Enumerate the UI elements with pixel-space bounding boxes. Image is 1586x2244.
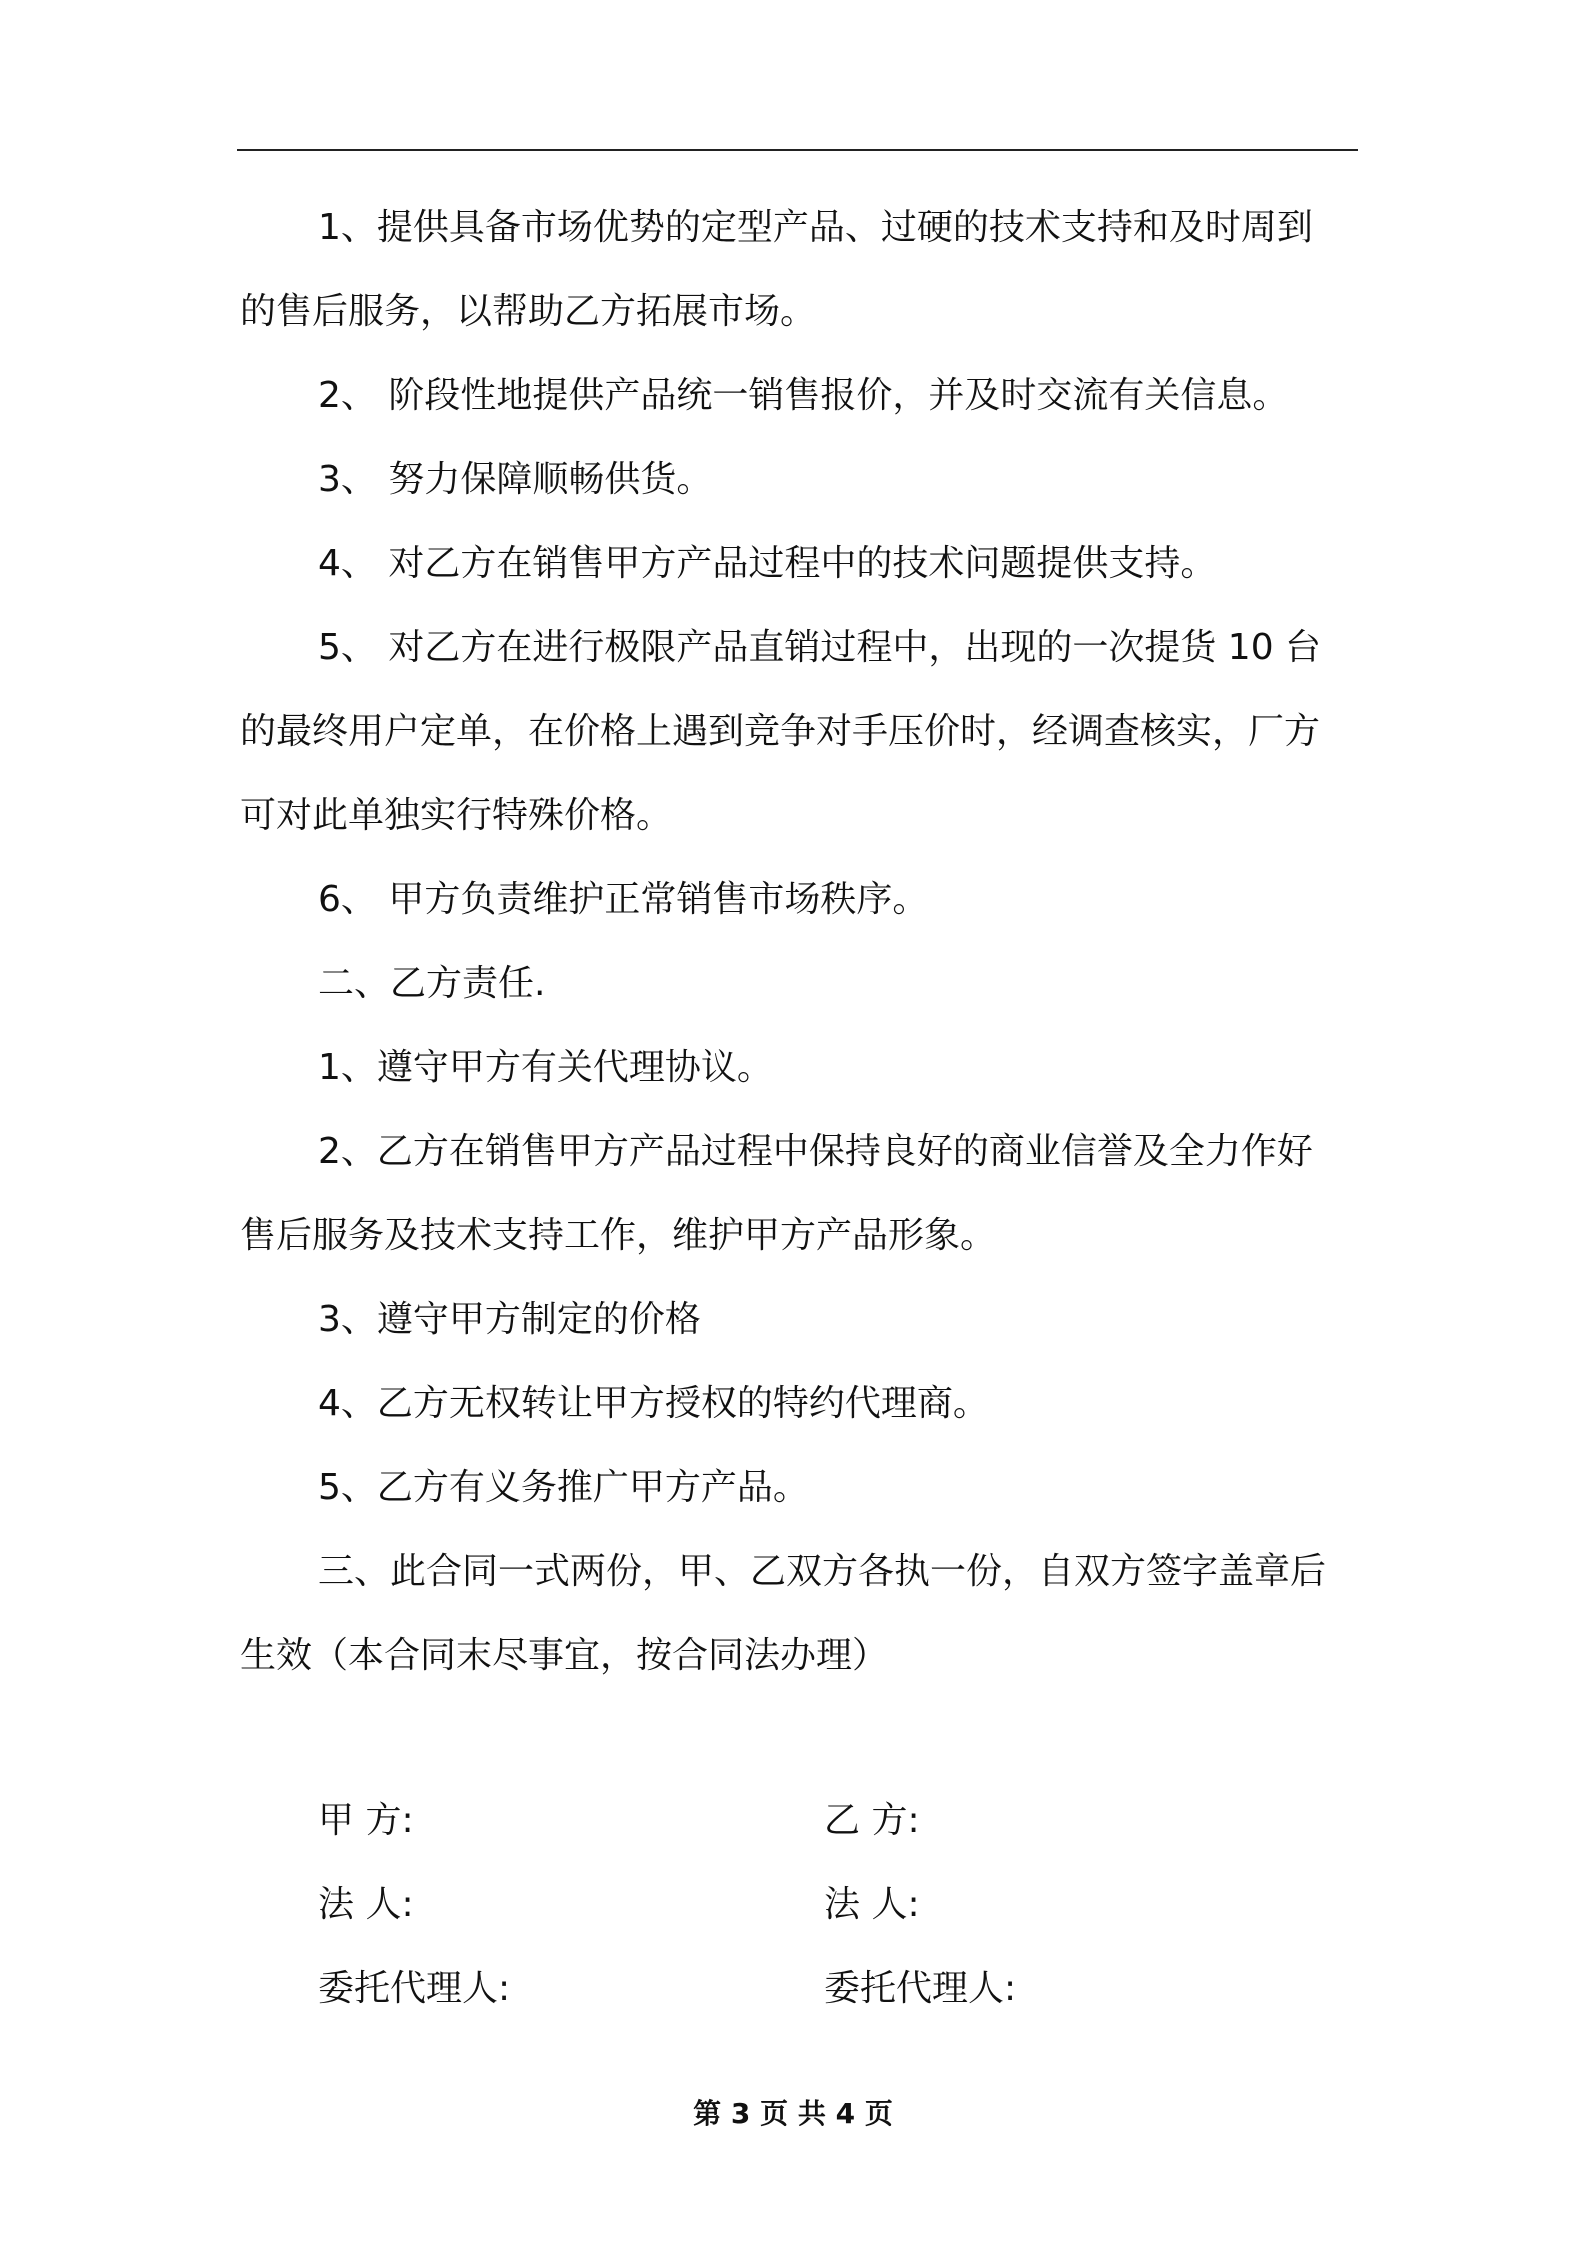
clause-b-2-line-1: 2、乙方在销售甲方产品过程中保持良好的商业信誉及全力作好: [318, 1131, 1313, 1172]
section-c-line-2: 生效（本合同末尽事宜，按合同法办理）: [240, 1635, 889, 1676]
section-b-heading: 二、乙方责任.: [318, 963, 546, 1004]
clause-a-4: 4、 对乙方在销售甲方产品过程中的技术问题提供支持。: [318, 543, 1217, 584]
clause-a-2: 2、 阶段性地提供产品统一销售报价，并及时交流有关信息。: [318, 375, 1289, 416]
clause-a-5-line-3: 可对此单独实行特殊价格。: [240, 795, 673, 836]
clause-b-1: 1、遵守甲方有关代理协议。: [318, 1047, 773, 1088]
clause-a-3: 3、 努力保障顺畅供货。: [318, 459, 713, 500]
party-b-label: 乙 方:: [824, 1800, 920, 1841]
clause-b-2-line-2: 售后服务及技术支持工作，维护甲方产品形象。: [240, 1215, 997, 1256]
clause-b-3: 3、遵守甲方制定的价格: [318, 1299, 701, 1340]
page-number: 第 3 页 共 4 页: [693, 2097, 893, 2130]
clause-a-6: 6、 甲方负责维护正常销售市场秩序。: [318, 879, 929, 920]
clause-a-1-line-1: 1、提供具备市场优势的定型产品、过硬的技术支持和及时周到: [318, 207, 1313, 248]
clause-b-4: 4、乙方无权转让甲方授权的特约代理商。: [318, 1383, 989, 1424]
agent-a-label: 委托代理人:: [318, 1968, 511, 2009]
header-rule: [237, 149, 1358, 151]
clause-a-1-line-2: 的售后服务，以帮助乙方拓展市场。: [240, 291, 817, 332]
clause-a-5-line-2: 的最终用户定单，在价格上遇到竞争对手压价时，经调查核实，厂方: [240, 711, 1321, 752]
agent-b-label: 委托代理人:: [824, 1968, 1017, 2009]
clause-b-5: 5、乙方有义务推广甲方产品。: [318, 1467, 809, 1508]
legal-person-a-label: 法 人:: [318, 1884, 414, 1925]
clause-a-5-line-1: 5、 对乙方在进行极限产品直销过程中，出现的一次提货 10 台: [318, 627, 1322, 668]
section-c-line-1: 三、此合同一式两份，甲、乙双方各执一份，自双方签字盖章后: [318, 1551, 1327, 1592]
party-a-label: 甲 方:: [318, 1800, 414, 1841]
legal-person-b-label: 法 人:: [824, 1884, 920, 1925]
